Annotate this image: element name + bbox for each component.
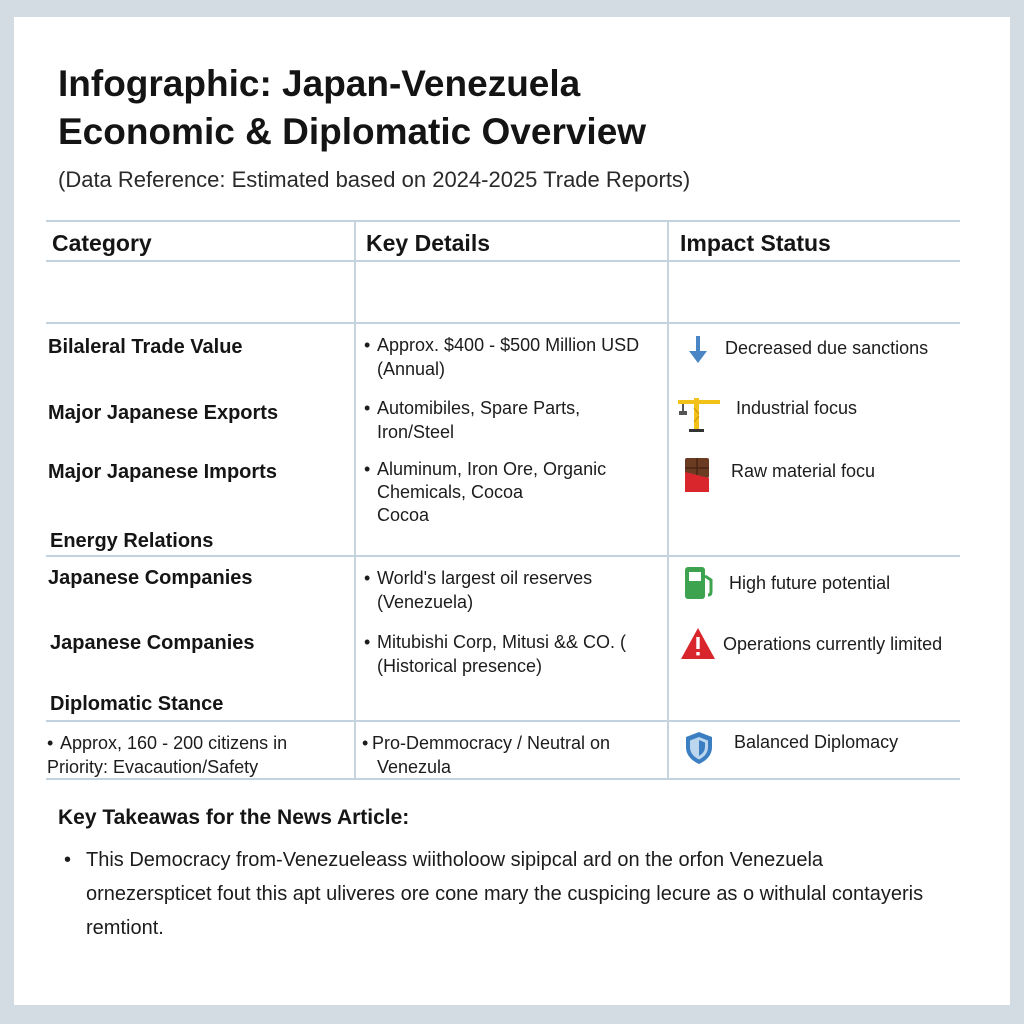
crane-icon bbox=[676, 394, 722, 434]
column-divider bbox=[667, 222, 669, 778]
detail-item: • Approx. $400 - $500 Million USD (Annual) bbox=[364, 335, 640, 379]
citizens-note: • Approx, 160 - 200 citizens in Priority: Evacaution/Safety bbox=[47, 733, 288, 777]
bullet-glyph: • bbox=[364, 632, 371, 652]
row-divider bbox=[46, 555, 960, 557]
category-label: Major Japanese Imports bbox=[48, 461, 277, 483]
detail-item: • World's largest oil reserves (Venezuela) bbox=[364, 568, 593, 612]
column-header-key-details: Key Details bbox=[366, 230, 491, 256]
impact-status-label: Operations currently limited bbox=[723, 634, 943, 654]
row-divider bbox=[46, 322, 960, 324]
bullet-glyph: • bbox=[364, 459, 371, 479]
title-line-1: Infographic: Japan-Venezuela bbox=[58, 63, 581, 104]
fuel-pump-icon bbox=[682, 564, 718, 602]
category-label: Japanese Companies bbox=[50, 632, 255, 654]
page-title bbox=[58, 60, 646, 156]
column-divider bbox=[354, 222, 356, 778]
detail-item: • Pro-Demmocracy / Neutral on Venezula bbox=[362, 733, 611, 777]
impact-status-label: High future potential bbox=[729, 573, 891, 593]
category-label: Major Japanese Exports bbox=[48, 402, 279, 424]
key-takeaways-heading: Key Takeawas for the News Article: bbox=[58, 806, 410, 829]
bullet-glyph: • bbox=[47, 733, 54, 753]
bullet-glyph: • bbox=[364, 398, 371, 418]
chocolate-icon bbox=[682, 456, 712, 494]
title-line-2: Economic & Diplomatic Overview bbox=[58, 111, 647, 152]
impact-status-label: Raw material focu bbox=[731, 461, 876, 481]
data-reference-subtitle: (Data Reference: Estimated based on 2024-2025 Trade Reports) bbox=[58, 167, 691, 192]
detail-item: • Mitubishi Corp, Mitusi && CO. ( (Historical presence) bbox=[364, 632, 627, 676]
arrow-down-icon bbox=[686, 334, 710, 366]
row-divider bbox=[46, 720, 960, 722]
shield-icon bbox=[684, 730, 714, 766]
category-label: Energy Relations bbox=[50, 530, 214, 552]
bullet-glyph: • bbox=[364, 568, 371, 588]
impact-status-label: Industrial focus bbox=[736, 398, 858, 418]
warning-icon bbox=[680, 626, 716, 662]
category-label: Diplomatic Stance bbox=[50, 693, 224, 715]
header-bottom-border bbox=[46, 260, 960, 262]
column-header-category: Category bbox=[52, 230, 152, 256]
impact-status-label: Decreased due sanctions bbox=[725, 338, 929, 358]
category-label: Japanese Companies bbox=[48, 567, 253, 589]
detail-item: • Aluminum, Iron Ore, Organic Chemicals, Cocoa Cocoa bbox=[364, 459, 607, 525]
detail-item: • Automibiles, Spare Parts, Iron/Steel bbox=[364, 398, 581, 442]
column-header-impact-status: Impact Status bbox=[680, 230, 831, 256]
impact-status-label: Balanced Diplomacy bbox=[734, 732, 899, 752]
category-label: Bilaleral Trade Value bbox=[48, 336, 243, 358]
key-takeaways-text: This Democracy from-Venezueleass wiitholoow sipipcal ard on the orfon Venezuela ornezerspticet fout this apt uliveres ore cone mary the cuspicing lecure as o withulal contayeris remtiont. bbox=[86, 849, 924, 939]
bullet-glyph: • bbox=[364, 335, 371, 355]
bullet-glyph: • bbox=[64, 849, 72, 871]
table-top-border bbox=[46, 220, 960, 222]
bullet-glyph: • bbox=[362, 733, 369, 753]
